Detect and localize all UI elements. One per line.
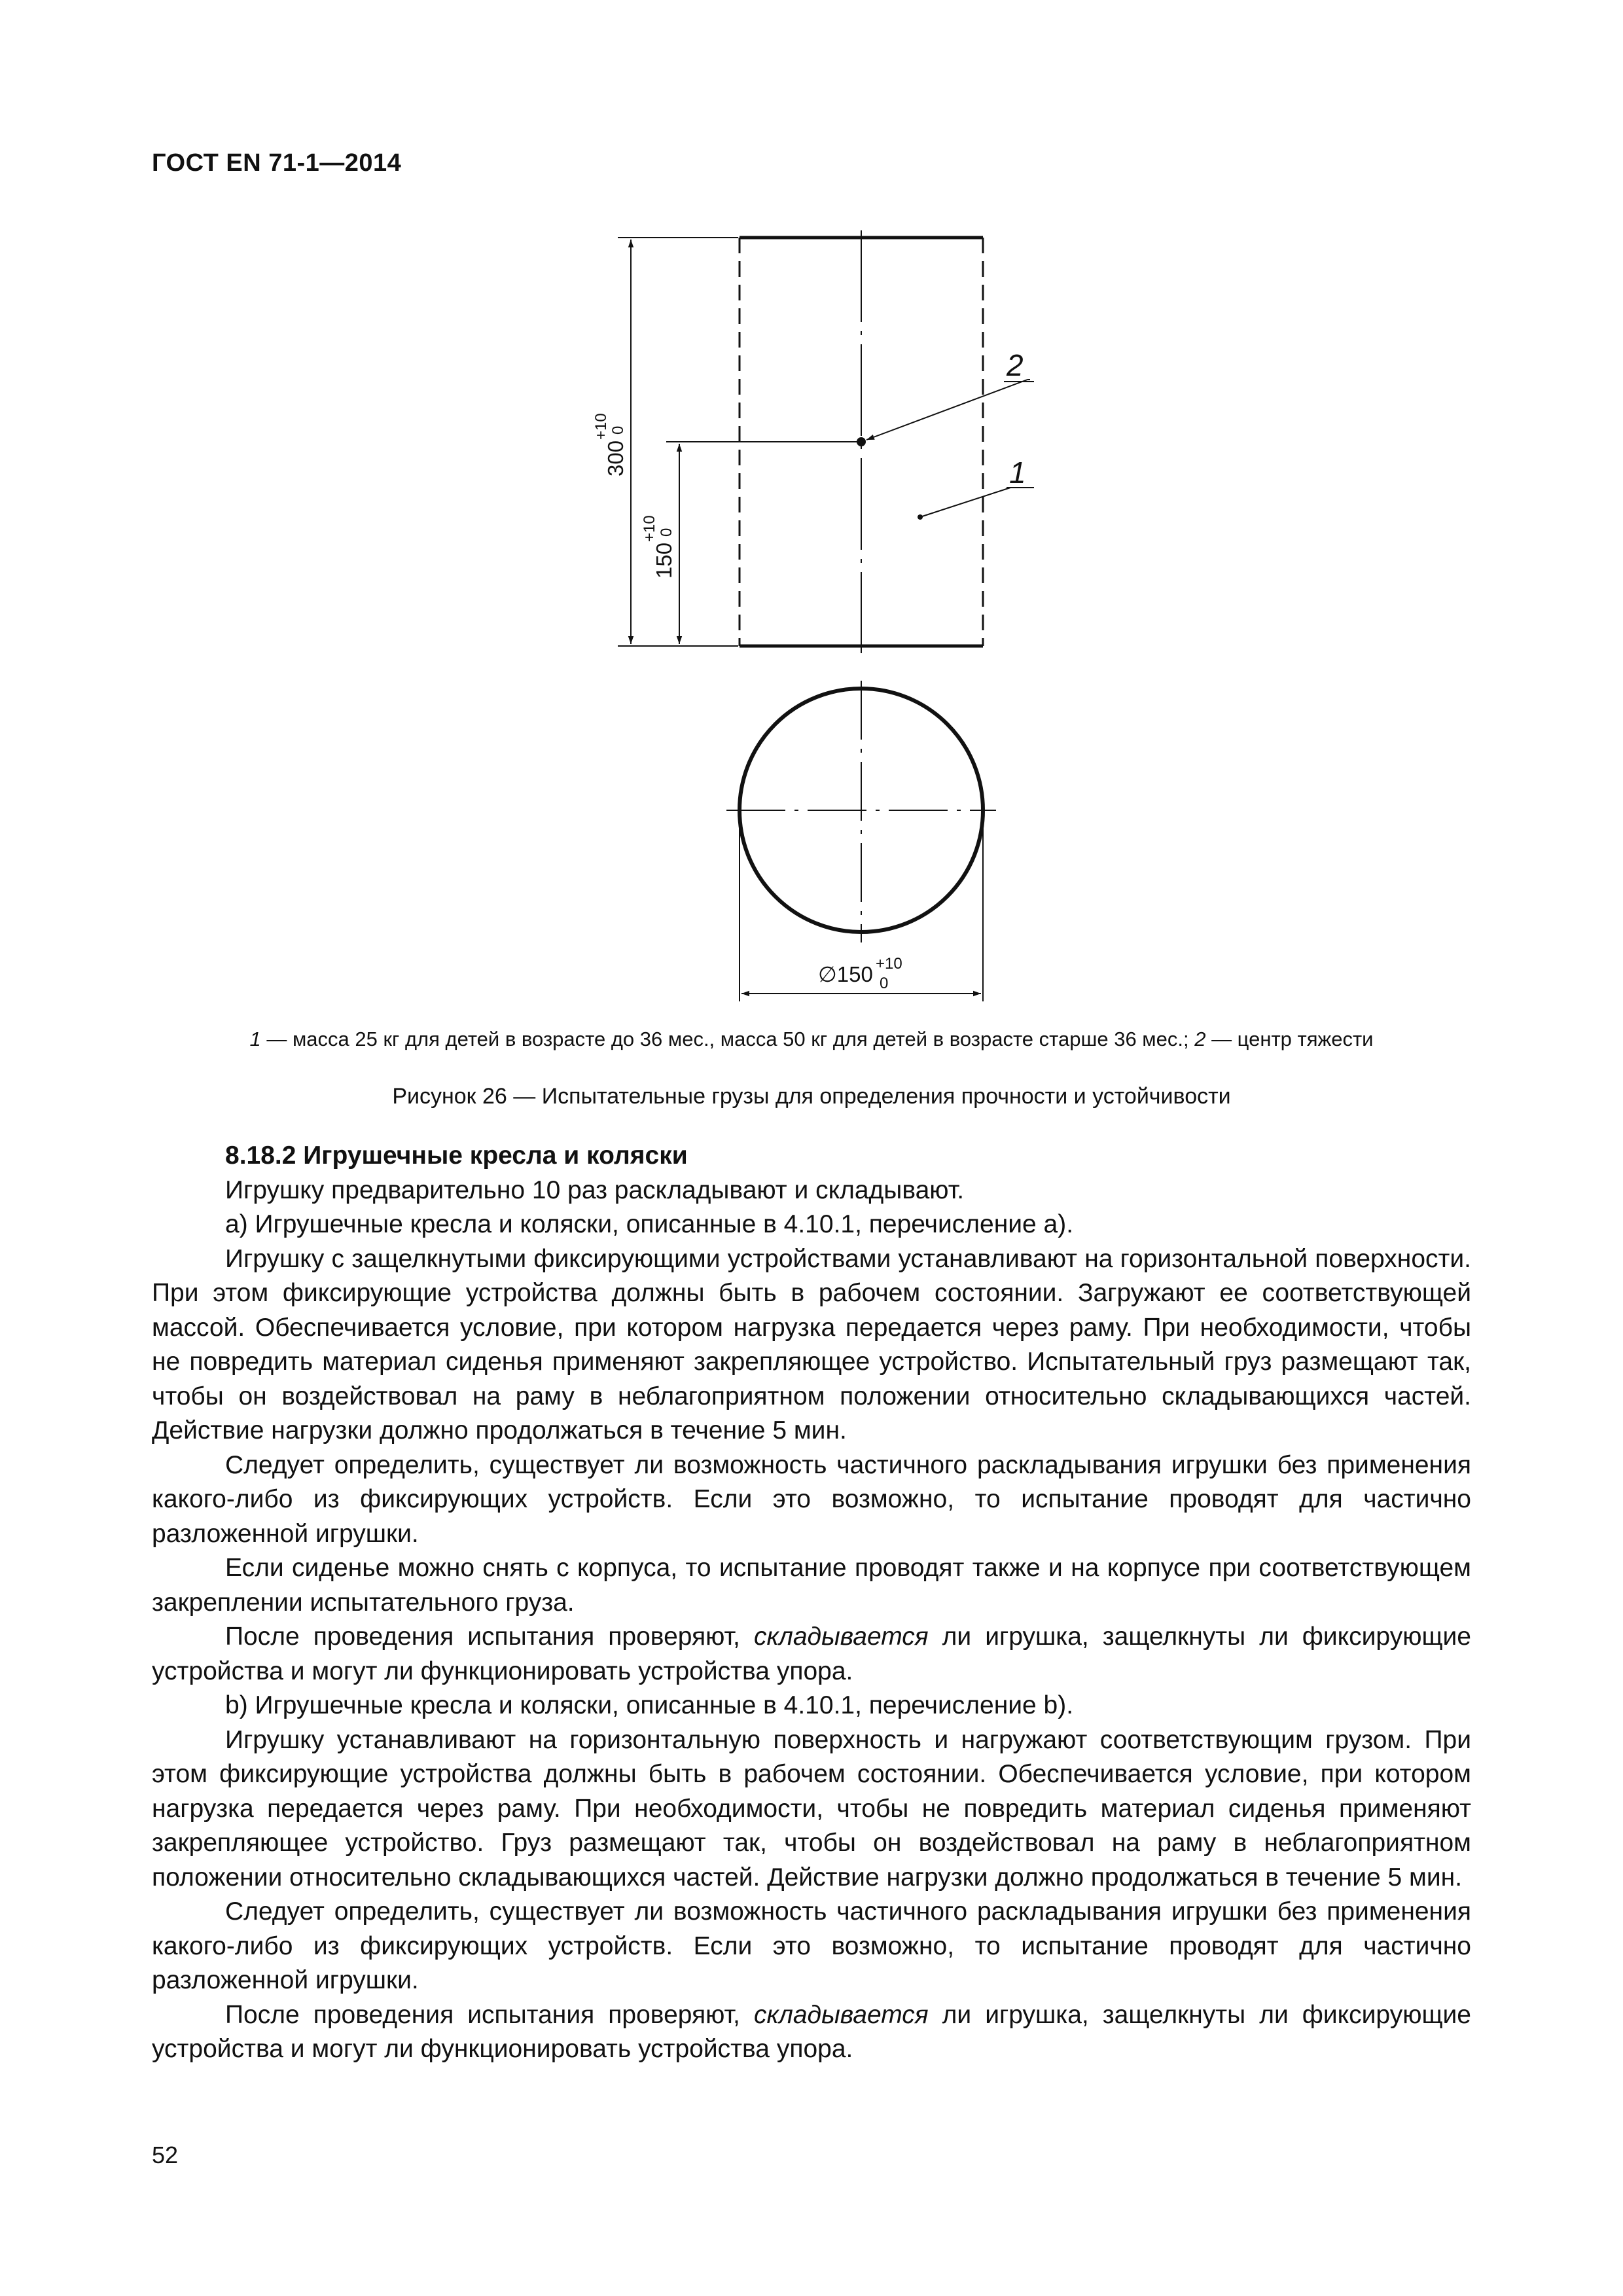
center-of-gravity (857, 348, 1034, 446)
dimension-300 (592, 240, 631, 644)
paragraph-6-part-a: После проведения испытания проверяют, (225, 1623, 754, 1651)
figure-legend (152, 1028, 1471, 1051)
dimension-diameter (740, 812, 983, 1001)
paragraph-10-part-a: После проведения испытания проверяют, (225, 2000, 754, 2029)
dim-diameter-value: ∅150 (818, 962, 873, 986)
dim-150-tol-lower: 0 (658, 528, 675, 537)
dim-diameter-tol-lower: 0 (880, 975, 889, 992)
paragraph-8: Игрушку устанавливают на горизонтальную поверхность и нагружают соответствующим грузом. При этом фиксирующие устройства должны быть в рабочем состоянии. Обеспечивается условие, при котором нагрузка передается через раму. При необходимости, чтобы не повредить материал сиденья применяют закрепляющее устройство. Груз размещают так, чтобы он воздействовал на раму в неблагоприятном положении относительно складывающихся частей. Действие нагрузки должно продолжаться в течение 5 мин. (152, 1725, 1471, 1892)
paragraph-1: Игрушку предварительно 10 раз раскладывают и складывают. (225, 1175, 965, 1204)
dim-300-tol-lower: 0 (609, 425, 627, 435)
paragraph-10-part-b: ли игрушка, защелкнуты ли фиксирующие устройства и могут ли функционировать устройства упора. (152, 2000, 1472, 2063)
legend-key-2: 2 (1194, 1028, 1206, 1050)
paragraph-5: Если сиденье можно снять с корпуса, то испытание проводят также и на корпусе при соответствующем закреплении испытательного груза. (152, 1554, 1471, 1617)
legend-text-2: — центр тяжести (1205, 1028, 1374, 1050)
dim-150-tol-upper: +10 (641, 515, 658, 542)
legend-text-1: — масса 25 кг для детей в возрасте до 36 мес., масса 50 кг для детей в возрасте старше 36 мес.; (260, 1028, 1195, 1050)
dim-diameter-tol-upper: +10 (876, 955, 902, 973)
paragraph-7: b) Игрушечные кресла и коляски, описанные в 4.10.1, перечисление b). (225, 1691, 1074, 1719)
paragraph-6 (152, 1620, 1471, 1689)
test-weight-drawing (0, 0, 1623, 1034)
mass-leader (918, 456, 1034, 520)
section-body (152, 1139, 1471, 2067)
label-1: 1 (1009, 456, 1026, 490)
dimension-150 (641, 444, 679, 644)
dim-300-tol-upper: +10 (592, 413, 610, 440)
paragraph-4: Следует определить, существует ли возможность частичного раскладывания игрушки без применения какого-либо из фиксирующих устройств. Если это возможно, то испытание проводят для частично разложенной игрушки. (152, 1450, 1471, 1548)
label-2: 2 (1007, 348, 1024, 382)
paragraph-3: Игрушку с защелкнутыми фиксирующими устройствами устанавливают на горизонтальной поверхности. При этом фиксирующие устройства должны быть в рабочем состоянии. Загружают ее соответствующей массой. Обеспечивается условие, при котором нагрузка передается через раму. При необходимости, чтобы не повредить материал сиденья применяют закрепляющее устройство. Испытательный груз размещают так, чтобы он воздействовал на раму в неблагоприятном положении относительно складывающихся частей. Действие нагрузки должно продолжаться в течение 5 мин. (152, 1244, 1471, 1444)
dim-300-value: 300 (603, 440, 628, 476)
cylinder-top-view (726, 681, 996, 942)
dim-150-value: 150 (652, 542, 676, 579)
figure-26 (0, 0, 1623, 1034)
legend-key-1: 1 (249, 1028, 261, 1050)
paragraph-6-part-b: ли игрушка, защелкнуты ли фиксирующие устройства и могут ли функционировать устройства упора. (152, 1623, 1472, 1685)
figure-caption: Рисунок 26 — Испытательные грузы для определения прочности и устойчивости (392, 1084, 1231, 1109)
document-header: ГОСТ EN 71-1—2014 (152, 149, 402, 177)
paragraph-9: Следует определить, существует ли возможность частичного раскладывания игрушки без применения какого-либо из фиксирующих устройств. Если это возможно, то испытание проводят для частично разложенной игрушки. (152, 1897, 1471, 1994)
section-heading: 8.18.2 Игрушечные кресла и коляски (225, 1141, 688, 1170)
extension-lines (618, 238, 859, 646)
paragraph-6-emphasis: складывается (753, 1623, 929, 1651)
paragraph-2: а) Игрушечные кресла и коляски, описанные в 4.10.1, перечисление а). (225, 1210, 1074, 1238)
paragraph-10-emphasis: складывается (753, 2000, 929, 2029)
page-number: 52 (152, 2142, 179, 2168)
paragraph-10 (152, 1998, 1471, 2067)
